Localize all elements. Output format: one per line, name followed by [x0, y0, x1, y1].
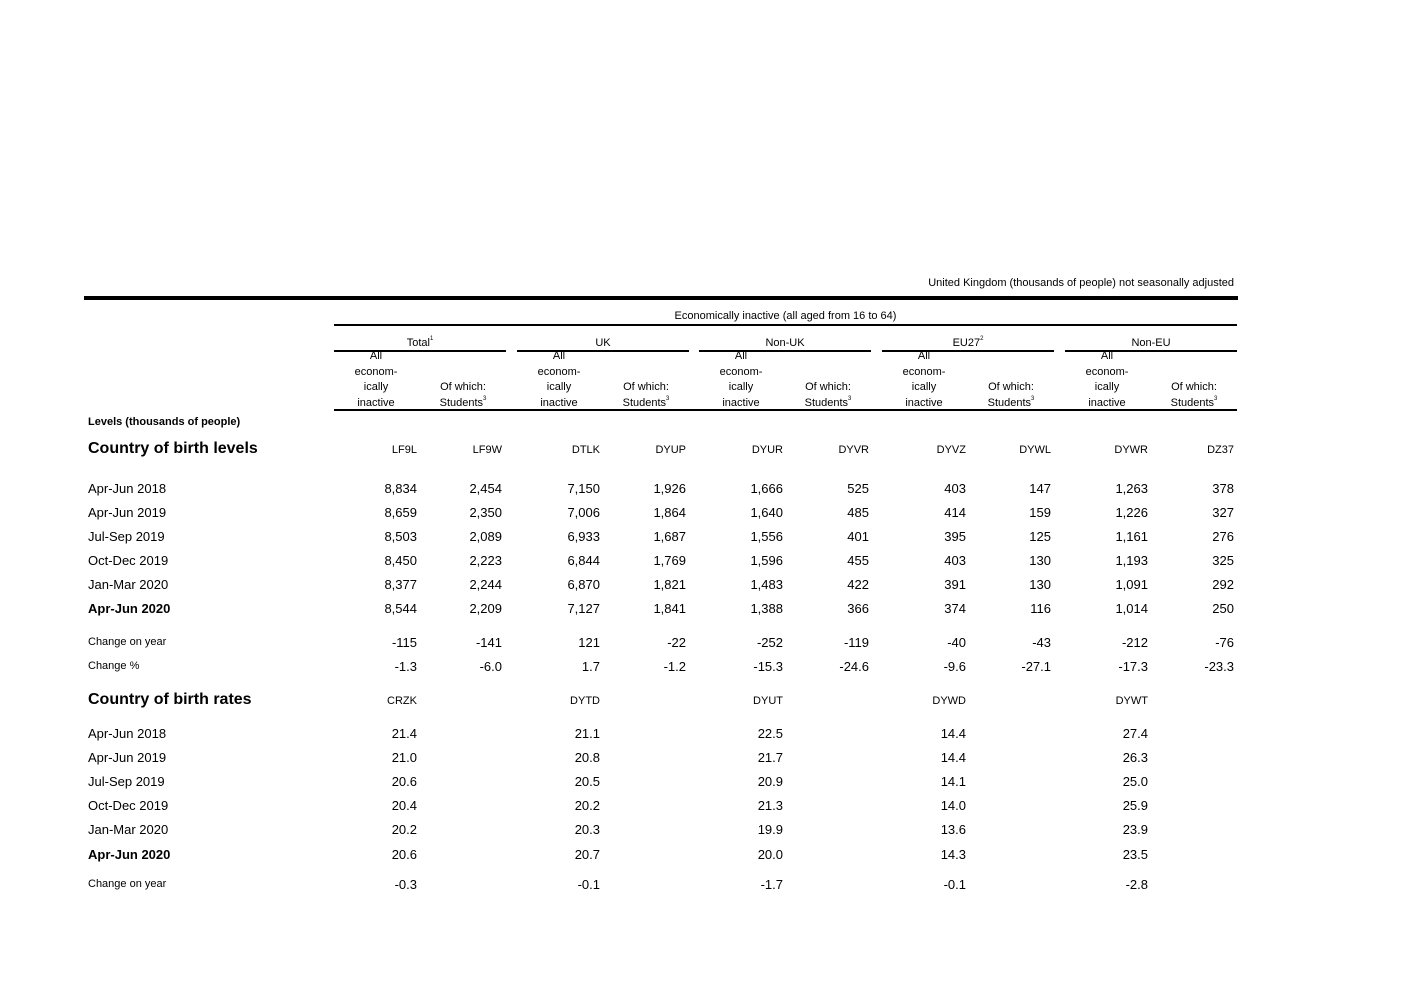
table-cell: 14.4	[940, 750, 966, 765]
subgroup-label: Total	[406, 337, 430, 349]
table-cell: 1,926	[653, 481, 686, 496]
table-cell: 20.3	[574, 822, 600, 837]
row-label: Jul-Sep 2019	[88, 529, 165, 544]
table-cell: 20.4	[391, 798, 417, 813]
col-header-line: inactive	[1088, 396, 1126, 409]
col-header-text: Students	[1170, 396, 1215, 409]
table-cell: -22	[667, 635, 686, 650]
table-cell: 1,161	[1115, 529, 1148, 544]
table-cell: 325	[1212, 553, 1234, 568]
table-cell: 20.2	[391, 822, 417, 837]
table-cell: 374	[944, 601, 966, 616]
table-cell: 1,226	[1115, 505, 1148, 520]
row-label: Apr-Jun 2019	[88, 750, 167, 765]
col-header-line: ically	[1094, 381, 1120, 393]
table-cell: 20.0	[757, 847, 783, 862]
series-code: DYVR	[838, 444, 869, 456]
table-cell: -2.8	[1125, 877, 1148, 892]
table-cell: -0.1	[943, 877, 966, 892]
series-code: DZ37	[1207, 444, 1234, 456]
table-cell: 125	[1029, 529, 1051, 544]
col-header-line: All	[369, 350, 383, 362]
table-cell: 292	[1212, 577, 1234, 592]
row-label: Change on year	[88, 636, 167, 648]
col-header-students	[613, 380, 679, 411]
table-cell: 21.0	[391, 750, 417, 765]
series-code: DYWD	[932, 695, 966, 707]
table-cell: 8,659	[384, 505, 417, 520]
col-header-students	[978, 380, 1044, 411]
table-cell: 121	[578, 635, 600, 650]
table-cell: 1,864	[653, 505, 686, 520]
table-cell: 21.7	[757, 750, 783, 765]
col-header-line: ically	[911, 381, 937, 393]
table-cell: 1,687	[653, 529, 686, 544]
table-cell: 21.1	[574, 726, 600, 741]
table-cell: 6,844	[567, 553, 600, 568]
subgroup-header	[882, 337, 1054, 349]
col-header-line: All	[1100, 350, 1114, 362]
footnote-marker: 1	[429, 336, 434, 343]
table-cell: -0.3	[394, 877, 417, 892]
subgroup-header	[517, 337, 689, 349]
table-cell: 403	[944, 481, 966, 496]
table-cell: -15.3	[753, 659, 783, 674]
table-cell: 391	[944, 577, 966, 592]
table-cell: -1.2	[663, 659, 686, 674]
table-cell: 403	[944, 553, 966, 568]
table-cell: 6,933	[567, 529, 600, 544]
series-code: DYUP	[655, 444, 686, 456]
row-label: Jul-Sep 2019	[88, 774, 165, 789]
table-cell: 1,263	[1115, 481, 1148, 496]
table-cell: 455	[847, 553, 869, 568]
table-cell: 23.9	[1122, 822, 1148, 837]
top-thick-rule	[84, 296, 1238, 300]
table-cell: 147	[1029, 481, 1051, 496]
table-cell: 27.4	[1122, 726, 1148, 741]
row-label: Jan-Mar 2020	[88, 822, 169, 837]
table-cell: 21.3	[757, 798, 783, 813]
footnote-marker: 3	[483, 395, 487, 402]
footnote-marker: 3	[1214, 395, 1218, 402]
table-cell: 20.6	[391, 774, 417, 789]
table-cell: -23.3	[1204, 659, 1234, 674]
col-header-line: All	[552, 350, 566, 362]
col-header-line: inactive	[540, 396, 578, 409]
col-header-students	[430, 380, 496, 411]
table-cell: 366	[847, 601, 869, 616]
table-cell: 401	[847, 529, 869, 544]
row-label: Oct-Dec 2019	[88, 798, 169, 813]
table-cell: -27.1	[1021, 659, 1051, 674]
series-code: DTLK	[571, 444, 600, 456]
table-cell: 395	[944, 529, 966, 544]
subgroup-label: Non-EU	[1131, 337, 1171, 349]
header-bottom-rule	[334, 409, 1237, 411]
footnote-marker: 3	[1031, 395, 1035, 402]
col-header-all-inactive	[527, 349, 591, 411]
footnote-marker: 2	[980, 336, 984, 343]
col-header-line: Of which:	[623, 381, 669, 393]
table-cell: 485	[847, 505, 869, 520]
table-cell: -0.1	[577, 877, 600, 892]
subgroup-header	[1065, 337, 1237, 349]
col-header-line: Of which:	[1171, 381, 1217, 393]
col-header-line: Of which:	[988, 381, 1034, 393]
table-cell: 130	[1029, 577, 1051, 592]
table-cell: 14.3	[940, 847, 966, 862]
table-cell: 14.4	[940, 726, 966, 741]
table-cell: 2,350	[469, 505, 502, 520]
table-cell: 14.1	[940, 774, 966, 789]
col-header-line: All	[734, 350, 748, 362]
table-cell: 8,450	[384, 553, 417, 568]
table-cell: -17.3	[1118, 659, 1148, 674]
row-label: Apr-Jun 2020	[88, 601, 171, 616]
table-cell: -40	[947, 635, 966, 650]
group-header-rule	[334, 324, 1237, 326]
row-label: Apr-Jun 2018	[88, 726, 167, 741]
table-cell: 20.9	[757, 774, 783, 789]
series-code: LF9W	[472, 444, 502, 456]
table-cell: 159	[1029, 505, 1051, 520]
table-cell: 378	[1212, 481, 1234, 496]
section-title: Country of birth levels	[88, 440, 258, 457]
table-cell: -252	[756, 635, 783, 650]
table-cell: 1,841	[653, 601, 686, 616]
table-cell: 1,666	[750, 481, 783, 496]
table-cell: -24.6	[839, 659, 869, 674]
levels-label: Levels (thousands of people)	[88, 416, 241, 428]
col-header-line: ically	[728, 381, 754, 393]
table-cell: 25.0	[1122, 774, 1148, 789]
table-cell: 19.9	[757, 822, 783, 837]
col-header-all-inactive	[892, 349, 956, 411]
table-cell: 327	[1212, 505, 1234, 520]
table-cell: 422	[847, 577, 869, 592]
table-cell: 8,503	[384, 529, 417, 544]
table-cell: 20.7	[574, 847, 600, 862]
table-cell: 2,209	[469, 601, 502, 616]
series-code: DYUT	[753, 695, 783, 707]
series-code: DYWR	[1114, 444, 1148, 456]
table-cell: -76	[1215, 635, 1234, 650]
table-cell: 8,834	[384, 481, 417, 496]
table-cell: 414	[944, 505, 966, 520]
table-cell: 1,388	[750, 601, 783, 616]
table-cell: 116	[1030, 601, 1051, 616]
col-header-line: All	[917, 350, 931, 362]
table-cell: 1,821	[653, 577, 686, 592]
series-code: DYWL	[1019, 444, 1051, 456]
footnote-marker: 3	[666, 395, 670, 402]
table-cell: 1.7	[581, 659, 600, 674]
table-cell: 6,870	[567, 577, 600, 592]
series-code: LF9L	[391, 444, 417, 456]
col-header-line: econom-	[354, 365, 398, 378]
row-label: Change %	[88, 660, 140, 672]
group-header: Economically inactive (all aged from 16 to 64)	[674, 310, 897, 322]
series-code: DYVZ	[936, 444, 966, 456]
table-cell: 1,769	[653, 553, 686, 568]
col-header-line: econom-	[719, 365, 763, 378]
series-code: DYUR	[751, 444, 783, 456]
table-cell: 14.0	[940, 798, 966, 813]
col-header-line: econom-	[537, 365, 581, 378]
col-header-line: ically	[546, 381, 572, 393]
series-code: CRZK	[387, 695, 417, 707]
col-header-students	[795, 380, 861, 411]
table-cell: 7,127	[567, 601, 600, 616]
series-code: DYTD	[570, 695, 600, 707]
row-label: Change on year	[88, 878, 167, 890]
col-header-text: Students	[987, 396, 1032, 409]
table-cell: 130	[1029, 553, 1051, 568]
table-cell: -6.0	[479, 659, 502, 674]
table-cell: 21.4	[391, 726, 417, 741]
table-cell: 20.8	[574, 750, 600, 765]
table-cell: 20.6	[391, 847, 417, 862]
col-header-line: ically	[363, 381, 389, 393]
table-cell: 1,556	[750, 529, 783, 544]
table-cell: 1,193	[1115, 553, 1148, 568]
table-cell: 20.5	[574, 774, 600, 789]
table-cell: 13.6	[940, 822, 966, 837]
col-header-line: inactive	[905, 396, 943, 409]
row-label: Apr-Jun 2019	[88, 505, 167, 520]
table-subtitle: United Kingdom (thousands of people) not seasonally adjusted	[928, 277, 1234, 289]
col-header-line: econom-	[1085, 365, 1129, 378]
subgroup-label: Non-UK	[765, 337, 805, 349]
table-cell: 250	[1212, 601, 1234, 616]
col-header-text: Students	[622, 396, 667, 409]
col-header-line: econom-	[902, 365, 946, 378]
subgroup-label: UK	[595, 337, 611, 349]
row-label: Jan-Mar 2020	[88, 577, 169, 592]
table-cell: 7,006	[567, 505, 600, 520]
table-cell: 22.5	[757, 726, 783, 741]
table-cell: 2,223	[469, 553, 502, 568]
table-cell: 2,454	[469, 481, 502, 496]
table-cell: 525	[847, 481, 869, 496]
table-cell: 1,640	[750, 505, 783, 520]
table-cell: -212	[1121, 635, 1148, 650]
table-cell: 8,544	[384, 601, 417, 616]
col-header-all-inactive	[1075, 349, 1139, 411]
col-header-all-inactive	[344, 349, 408, 411]
subgroup-header	[334, 337, 506, 349]
table-cell: 20.2	[574, 798, 600, 813]
table-cell: -1.3	[394, 659, 417, 674]
table-cell: 8,377	[384, 577, 417, 592]
table-cell: 1,014	[1115, 601, 1148, 616]
col-header-line: Of which:	[440, 381, 486, 393]
table-cell: 1,091	[1115, 577, 1148, 592]
col-header-students	[1161, 380, 1227, 411]
col-header-text: Students	[804, 396, 849, 409]
table-cell: 26.3	[1122, 750, 1148, 765]
subgroup-header	[699, 337, 871, 349]
row-label: Oct-Dec 2019	[88, 553, 169, 568]
series-code: DYWT	[1115, 695, 1148, 707]
footnote-marker: 3	[848, 395, 852, 402]
table-cell: -119	[843, 635, 869, 650]
table-cell: -141	[475, 635, 502, 650]
col-header-all-inactive	[709, 349, 773, 411]
table-cell: 1,596	[750, 553, 783, 568]
table-cell: 1,483	[750, 577, 783, 592]
table-cell: 276	[1212, 529, 1234, 544]
subgroup-label: EU27	[952, 337, 981, 349]
table-cell: 23.5	[1122, 847, 1148, 862]
table-cell: 7,150	[567, 481, 600, 496]
col-header-line: inactive	[357, 396, 395, 409]
table-cell: 2,089	[469, 529, 502, 544]
table-cell: -115	[391, 635, 417, 650]
row-label: Apr-Jun 2020	[88, 847, 171, 862]
col-header-text: Students	[439, 396, 484, 409]
col-header-line: inactive	[722, 396, 760, 409]
table-cell: -9.6	[943, 659, 966, 674]
row-label: Apr-Jun 2018	[88, 481, 167, 496]
table-cell: 2,244	[469, 577, 502, 592]
table-cell: -43	[1032, 635, 1051, 650]
table-cell: -1.7	[760, 877, 783, 892]
table-cell: 25.9	[1122, 798, 1148, 813]
col-header-line: Of which:	[805, 381, 851, 393]
section-title: Country of birth rates	[88, 691, 252, 708]
